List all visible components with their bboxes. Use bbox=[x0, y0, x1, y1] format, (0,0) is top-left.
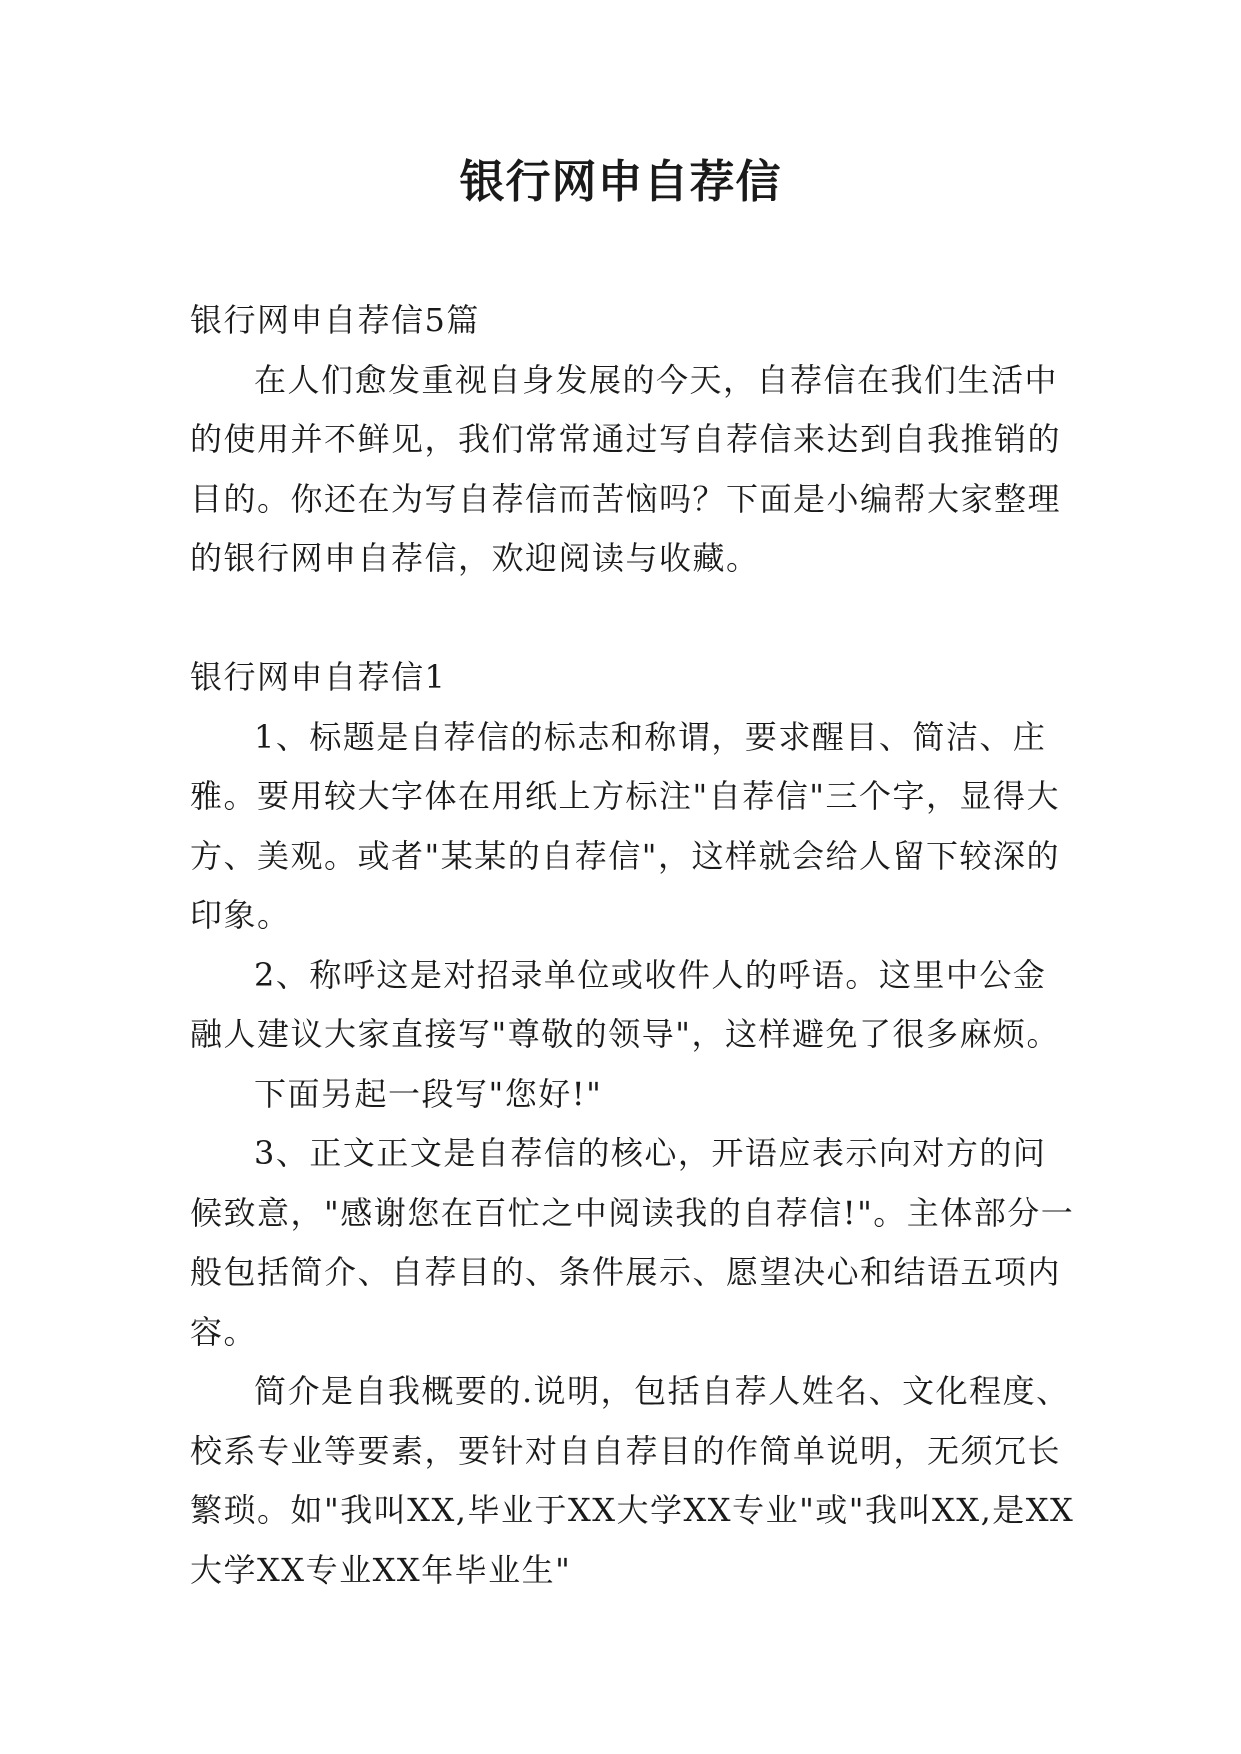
section-heading: 银行网申自荐信1 bbox=[190, 658, 447, 696]
document-subtitle: 银行网申自荐信5篇 bbox=[190, 301, 480, 339]
paragraph-introduction-rule: 简介是自我概要的.说明，包括自荐人姓名、文化程度、校系专业等要素，要针对自自荐目的作简单说明，无须冗长繁琐。如"我叫XX,毕业于XX大学XX专业"或"我叫XX,是XX大学XX专业XX年毕业生" bbox=[190, 1372, 1075, 1589]
intro-paragraph: 在人们愈发重视自身发展的今天，自荐信在我们生活中的使用并不鲜见，我们常常通过写自荐信来达到自我推销的目的。你还在为写自荐信而苦恼吗？下面是小编帮大家整理的银行网申自荐信，欢迎阅读与收藏。 bbox=[190, 360, 1062, 577]
document-body bbox=[190, 291, 1075, 1600]
paragraph-salutation-rule: 2、称呼这是对招录单位或收件人的呼语。这里中公金融人建议大家直接写"尊敬的领导"，这样避免了很多麻烦。 bbox=[190, 955, 1060, 1053]
paragraph-greeting-line: 下面另起一段写"您好!" bbox=[254, 1074, 603, 1113]
paragraph-body-rule: 3、正文正文是自荐信的核心，开语应表示向对方的问候致意，"感谢您在百忙之中阅读我的自荐信!"。主体部分一般包括简介、自荐目的、条件展示、愿望决心和结语五项内容。 bbox=[190, 1134, 1075, 1351]
blank-line bbox=[190, 589, 1075, 649]
document-title: 银行网申自荐信 bbox=[459, 155, 782, 208]
paragraph-title-rule: 1、标题是自荐信的标志和称谓，要求醒目、简洁、庄雅。要用较大字体在用纸上方标注"自荐信"三个字，显得大方、美观。或者"某某的自荐信"，这样就会给人留下较深的印象。 bbox=[190, 717, 1060, 934]
